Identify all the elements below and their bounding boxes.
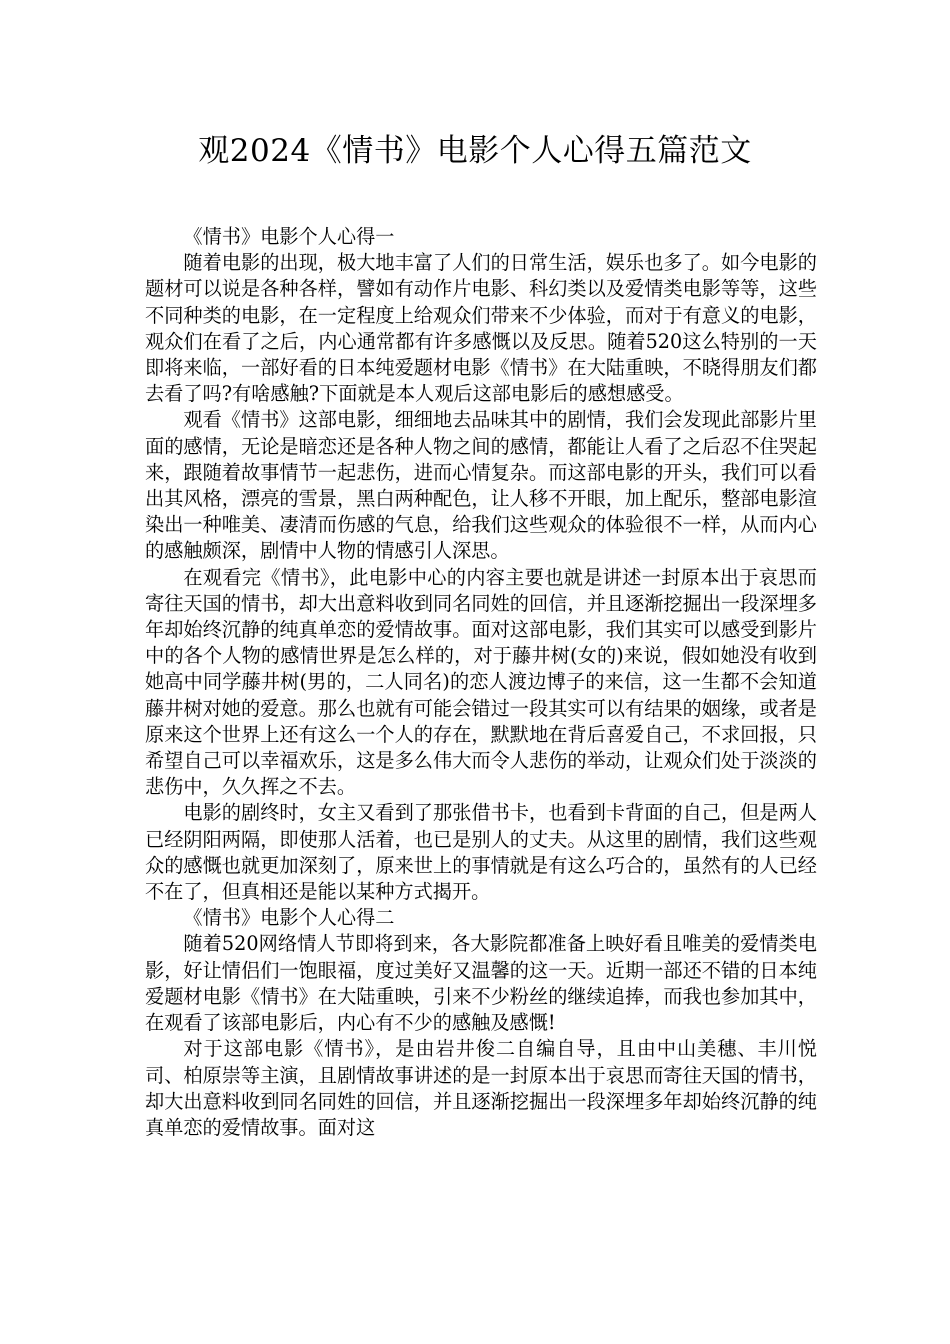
section-1 bbox=[145, 224, 817, 905]
paragraph: 观看《情书》这部电影，细细地去品味其中的剧情，我们会发现此部影片里面的感情，无论是暗恋还是各种人物之间的感情，都能让人看了之后忍不住哭起来，跟随着故事情节一起悲伤，进而心情复杂。而这部电影的开头，我们可以看出其风格，漂亮的雪景，黑白两种配色，让人移不开眼，加上配乐，整部电影渲染出一种唯美、凄清而伤感的气息，给我们这些观众的体验很不一样，从而内心的感触颇深，剧情中人物的情感引人深思。 bbox=[145, 408, 817, 563]
paragraph: 在观看完《情书》，此电影中心的内容主要也就是讲述一封原本出于哀思而寄往天国的情书，却大出意料收到同名同姓的回信，并且逐渐挖掘出一段深埋多年却始终沉静的纯真单恋的爱情故事。面对这部电影，我们其实可以感受到影片中的各个人物的感情世界是怎么样的，对于藤井树(女的)来说，假如她没有收到她高中同学藤井树(男的，二人同名)的恋人渡边博子的来信，这一生都不会知道藤井树对她的爱意。那么也就有可能会错过一段其实可以有结果的姻缘，或者是原来这个世界上还有这么一个人的存在，默默地在背后喜爱自己，不求回报，只希望自己可以幸福欢乐，这是多么伟大而令人悲伤的举动，让观众们处于淡淡的悲伤中，久久挥之不去。 bbox=[145, 565, 817, 799]
paragraph: 随着电影的出现，极大地丰富了人们的日常生活，娱乐也多了。如今电影的题材可以说是各种各样，譬如有动作片电影、科幻类以及爱情类电影等等，这些不同种类的电影，在一定程度上给观众们带来不少体验，而对于有意义的电影，观众们在看了之后，内心通常都有许多感慨以及反思。随着520这么特别的一天即将来临，一部好看的日本纯爱题材电影《情书》在大陆重映，不晓得朋友们都去看了吗?有啥感触?下面就是本人观后这部电影后的感想感受。 bbox=[145, 251, 817, 406]
paragraph: 电影的剧终时，女主又看到了那张借书卡，也看到卡背面的自己，但是两人已经阴阳两隔，即使那人活着，也已是别人的丈夫。从这里的剧情，我们这些观众的感慨也就更加深刻了，原来世上的事情就是有这么巧合的，虽然有的人已经不在了，但真相还是能以某种方式揭开。 bbox=[145, 801, 817, 904]
section-heading: 《情书》电影个人心得一 bbox=[183, 225, 395, 248]
document-title: 观2024《情书》电影个人心得五篇范文 bbox=[198, 133, 752, 169]
paragraph: 随着520网络情人节即将到来，各大影院都准备上映好看且唯美的爱情类电影，好让情侣们一饱眼福，度过美好又温馨的这一天。近期一部还不错的日本纯爱题材电影《情书》在大陆重映，引来不少粉丝的继续追捧，而我也参加其中，在观看了该部电影后，内心有不少的感触及感慨! bbox=[145, 932, 817, 1035]
paragraph: 对于这部电影《情书》，是由岩井俊二自编自导，且由中山美穗、丰川悦司、柏原崇等主演，且剧情故事讲述的是一封原本出于哀思而寄往天国的情书，却大出意料收到同名同姓的回信，并且逐渐挖掘出一段深埋多年却始终沉静的纯真单恋的爱情故事。面对这 bbox=[145, 1037, 817, 1139]
section-2 bbox=[145, 905, 817, 1141]
document-body bbox=[145, 224, 817, 1141]
section-heading: 《情书》电影个人心得二 bbox=[183, 906, 395, 930]
